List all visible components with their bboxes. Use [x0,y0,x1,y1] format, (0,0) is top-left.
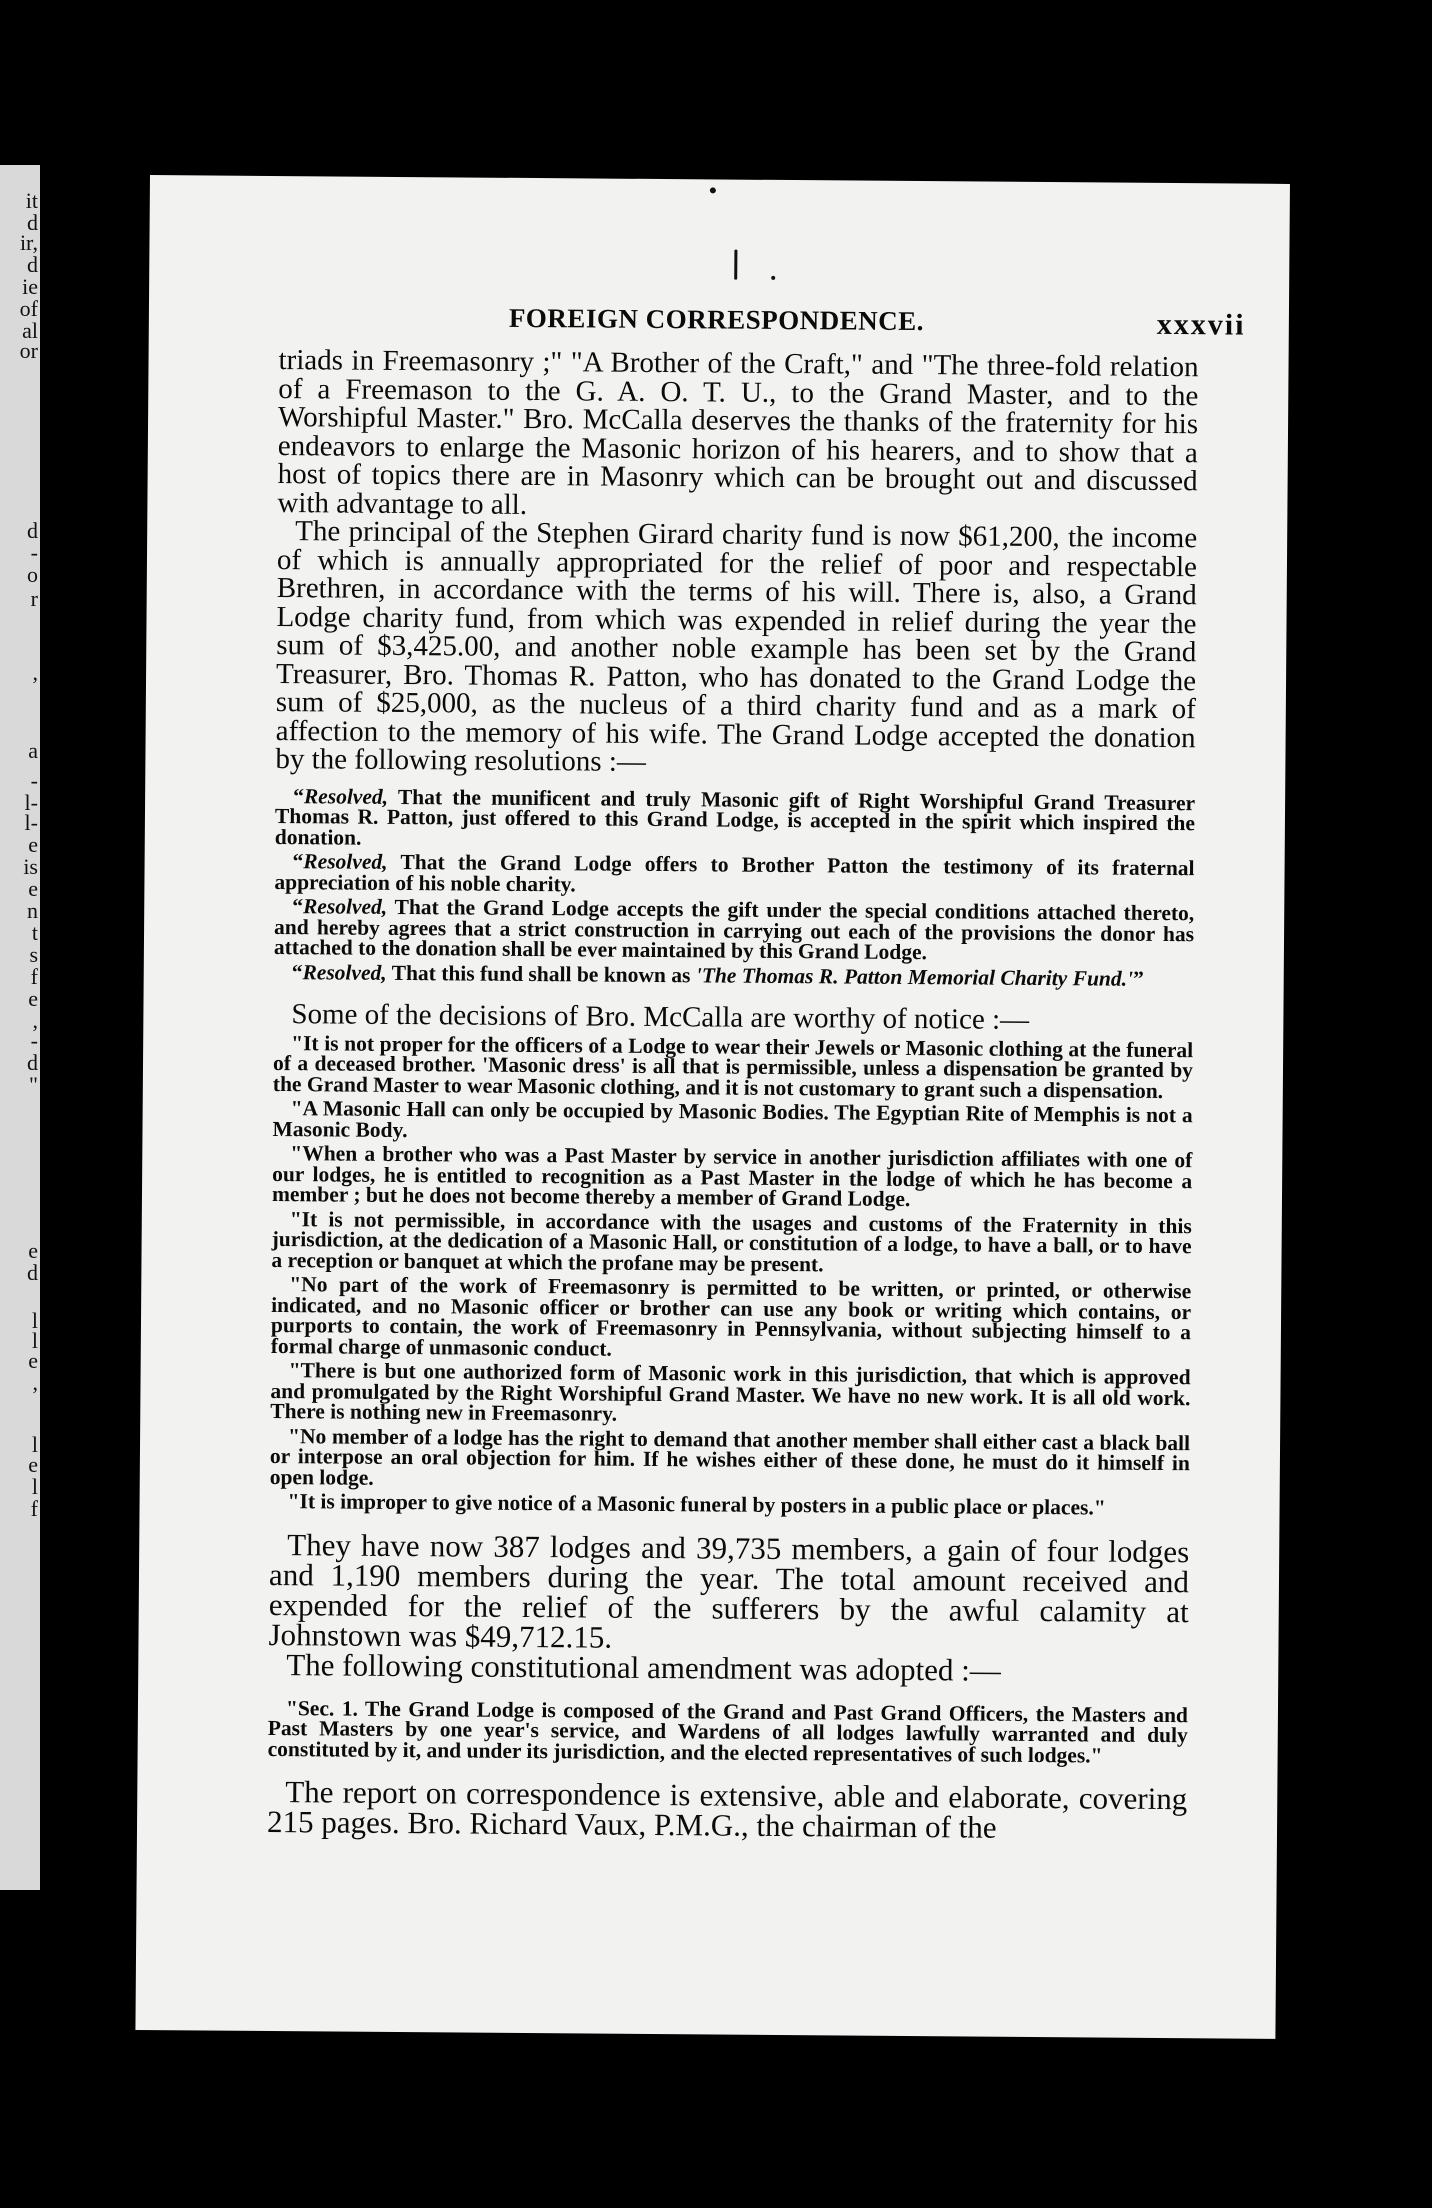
facing-page-fragment: ir, [19,232,38,254]
facing-page-fragment: r [30,588,38,610]
facing-page-fragment: l [31,1330,38,1352]
book-page [135,175,1290,2039]
ink-speck [734,250,737,280]
resolution-text: That the Grand Lodge accepts the gift under the special conditions attached thereto, and hereby agrees that a strict construction in carrying out each of the provisions the donor has attached to the donation shall be ever maintained by this Grand Lodge. [273,894,1195,965]
facing-page-fragment: d [27,254,38,276]
facing-page-fragment: d [27,1262,38,1284]
facing-page-fragment: l [31,1310,38,1332]
facing-page-fragment: l [31,1434,38,1456]
decision: "It is improper to give notice of a Masonic funeral by posters in a public place or places." [287,1489,1106,1520]
paragraph: The report on correspondence is extensive, able and elaborate, covering 215 pages. Bro. Richard Vaux, P.M.G., the chairman of the [266,1774,1188,1845]
facing-page-fragment: or [19,340,38,362]
paragraph: They have now 387 lodges and 39,735 members, a gain of four lodges and 1,190 members during the year. The total amount received and expended for the relief of the sufferers by the awful calamity at Johnstown was $49,712.15. [268,1526,1190,1655]
facing-page-fragment: , [32,662,38,684]
paragraph: Some of the decisions of Bro. McCalla are worthy of notice :— [291,998,1030,1036]
facing-page-fragment: - [30,542,38,564]
resolution-lead: Resolved, [303,783,389,809]
facing-page-fragment: d [27,1052,38,1074]
facing-page-fragment: , [32,1372,38,1394]
facing-page-fragment: e [28,1454,38,1476]
facing-page-fragment: s [29,944,38,966]
facing-page-fragment: e [28,988,38,1010]
facing-page-fragment: f [30,966,38,988]
page-header [149,300,1289,349]
paragraph: The following constitutional amendment was adopted :— [286,1646,1002,1688]
decision: "No part of the work of Freemasonry is permitted to be written, or printed, or otherwise indicated, and no Masonic officer or brother can use any book or writing which contains, or purports to contain, the work of Freemasonry in Pennsylvania, without subjecting himself to a formal charge of unmasonic conduct. [270,1272,1192,1361]
facing-page-fragment: e [28,1240,38,1262]
resolution-lead: Resolved, [303,849,388,874]
facing-page-fragment: it [25,190,38,212]
facing-page-edge [0,165,40,1890]
decision: "It is not permissible, in accordance with the usages and customs of the Fraternity in this jurisdiction, at the dedication of a Masonic Hall, or constitution of a lodge, to have a ball, or to have a reception or banquet at which the profane may be present. [271,1206,1192,1276]
paragraph: triads in Freemasonry ;" "A Brother of the Craft," and "The three-fold relation of a Freemason to the G. A. O. T. U., to the Grand Master, and to the Worshipful Master." Bro. McCalla deserves the thanks of the fraternity for his endeavors to enlarge the Masonic horizon of his hearers, and to show that a host of topics there are in Masonry which can be brought out and discussed with advantage to all. [277,344,1199,521]
resolution-lead: Resolved, [302,959,387,985]
amendment-text: The Grand Lodge is composed of the Grand and Past Grand Officers, the Masters and Past Masters by one year's service, and Wardens of all lodges lawfully warranted and duly constituted by it, and under its jurisdiction, and the elected representatives of such lodges." [267,1696,1189,1768]
facing-page-fragment: e [28,834,38,856]
resolution: “Resolved, That the munificent and truly Masonic gift of Right Worshipful Grand Treasurer Thomas R. Patton, just offered to this Grand Lodge, is accepted in the spirit which inspired the donation. [274,783,1196,850]
ink-speck [771,276,775,280]
decision: "There is but one authorized form of Masonic work in this jurisdiction, that which is approved and promulgated by the Right Worshipful Grand Master. We have no new work. It is all old work. There is nothing new in Freemasonry. [270,1358,1191,1426]
amendment-lead: "Sec. 1. [285,1695,359,1721]
decision: "A Masonic Hall can only be occupied by Masonic Bodies. The Egyptian Rite of Memphis is not a Masonic Body. [272,1096,1193,1142]
decision: "It is not proper for the officers of a Lodge to wear their Jewels or Masonic clothing at the funeral of a deceased brother. 'Masonic dress' is all that is permissible, unless a dispensation be granted by the Grand Master to wear Masonic clothing, and it is not customary to grant such a dispensation. [272,1030,1194,1103]
resolution: “Resolved, That the Grand Lodge offers to Brother Patton the testimony of its fraternal appreciation of his noble charity. [274,849,1195,896]
facing-page-fragment: - [30,770,38,792]
fund-name: 'The Thomas R. Patton Memorial Charity Fund.' [695,962,1134,991]
facing-page-fragment: of [19,298,38,320]
resolution-text: That the Grand Lodge offers to Brother Patton the testimony of its fraternal appreciation of his noble charity. [274,849,1195,896]
facing-page-fragment: l- [24,812,38,834]
facing-page-fragment: - [30,1030,38,1052]
resolution-text: That this fund shall be known as [386,960,696,987]
facing-page-fragment: d [27,520,38,542]
facing-page-fragment: e [28,1350,38,1372]
facing-page-fragment: , [32,1010,38,1032]
page-number: xxxvii [1156,307,1246,342]
resolution: “Resolved, That this fund shall be known as 'The Thomas R. Patton Memorial Charity Fund.'” [291,959,1144,991]
decision: "When a brother who was a Past Master by service in another jurisdiction affiliates with one of our lodges, he is entitled to recognition as a Past Master in the lodge of which he has become a member ; but he does not become thereby a member of Grand Lodge. [271,1141,1193,1212]
facing-page-fragment: o [27,564,38,586]
facing-page-fragment: l [31,1476,38,1498]
resolution-text: That the munificent and truly Masonic gift of Right Worshipful Grand Treasurer Thomas R. Patton, just offered to this Grand Lodge, is accepted in the spirit which inspired the donation. [274,784,1196,850]
facing-page-fragment: is [23,856,38,878]
facing-page-fragment: a [28,740,38,762]
facing-page-fragment: ie [22,276,38,298]
facing-page-fragment: n [27,900,38,922]
resolution: “Resolved, That the Grand Lodge accepts the gift under the special conditions attached thereto, and hereby agrees that a strict construction in carrying out each of the provisions the donor has attached to the donation shall be ever maintained by this Grand Lodge. [273,894,1195,965]
facing-page-fragment: e [28,878,38,900]
facing-page-fragment: " [29,1074,38,1096]
page-body [267,346,1199,1844]
facing-page-fragment: f [30,1498,38,1520]
amendment [268,1697,1188,1766]
decision: "No member of a lodge has the right to demand that another member shall either cast a black ball or interpose an oral objection for him. If he wishes either of these done, he must do it himself in open lodge. [269,1423,1191,1490]
paragraph: The principal of the Stephen Girard charity fund is now $61,200, the income of which is annually appropriated for the relief of poor and respectable Brethren, in accordance with the terms of his will. There is, also, a Grand Lodge charity fund, from which was expended in relief during the year the sum of $3,425.00, and another noble example has been set by the Grand Treasurer, Bro. Thomas R. Patton, who has donated to the Grand Lodge the sum of $25,000, as the nucleus of a third charity fund and as a mark of affection to the memory of his wife. The Grand Lodge accepted the donation by the following resolutions :— [275,515,1198,778]
running-head: FOREIGN CORRESPONDENCE. [508,302,925,337]
facing-page-fragment: t [31,922,38,944]
ink-speck [710,187,716,193]
facing-page-fragment: al [22,320,38,342]
facing-page-fragment: d [27,212,38,234]
resolution-lead: Resolved, [302,894,388,919]
facing-page-fragment: l- [24,792,38,814]
